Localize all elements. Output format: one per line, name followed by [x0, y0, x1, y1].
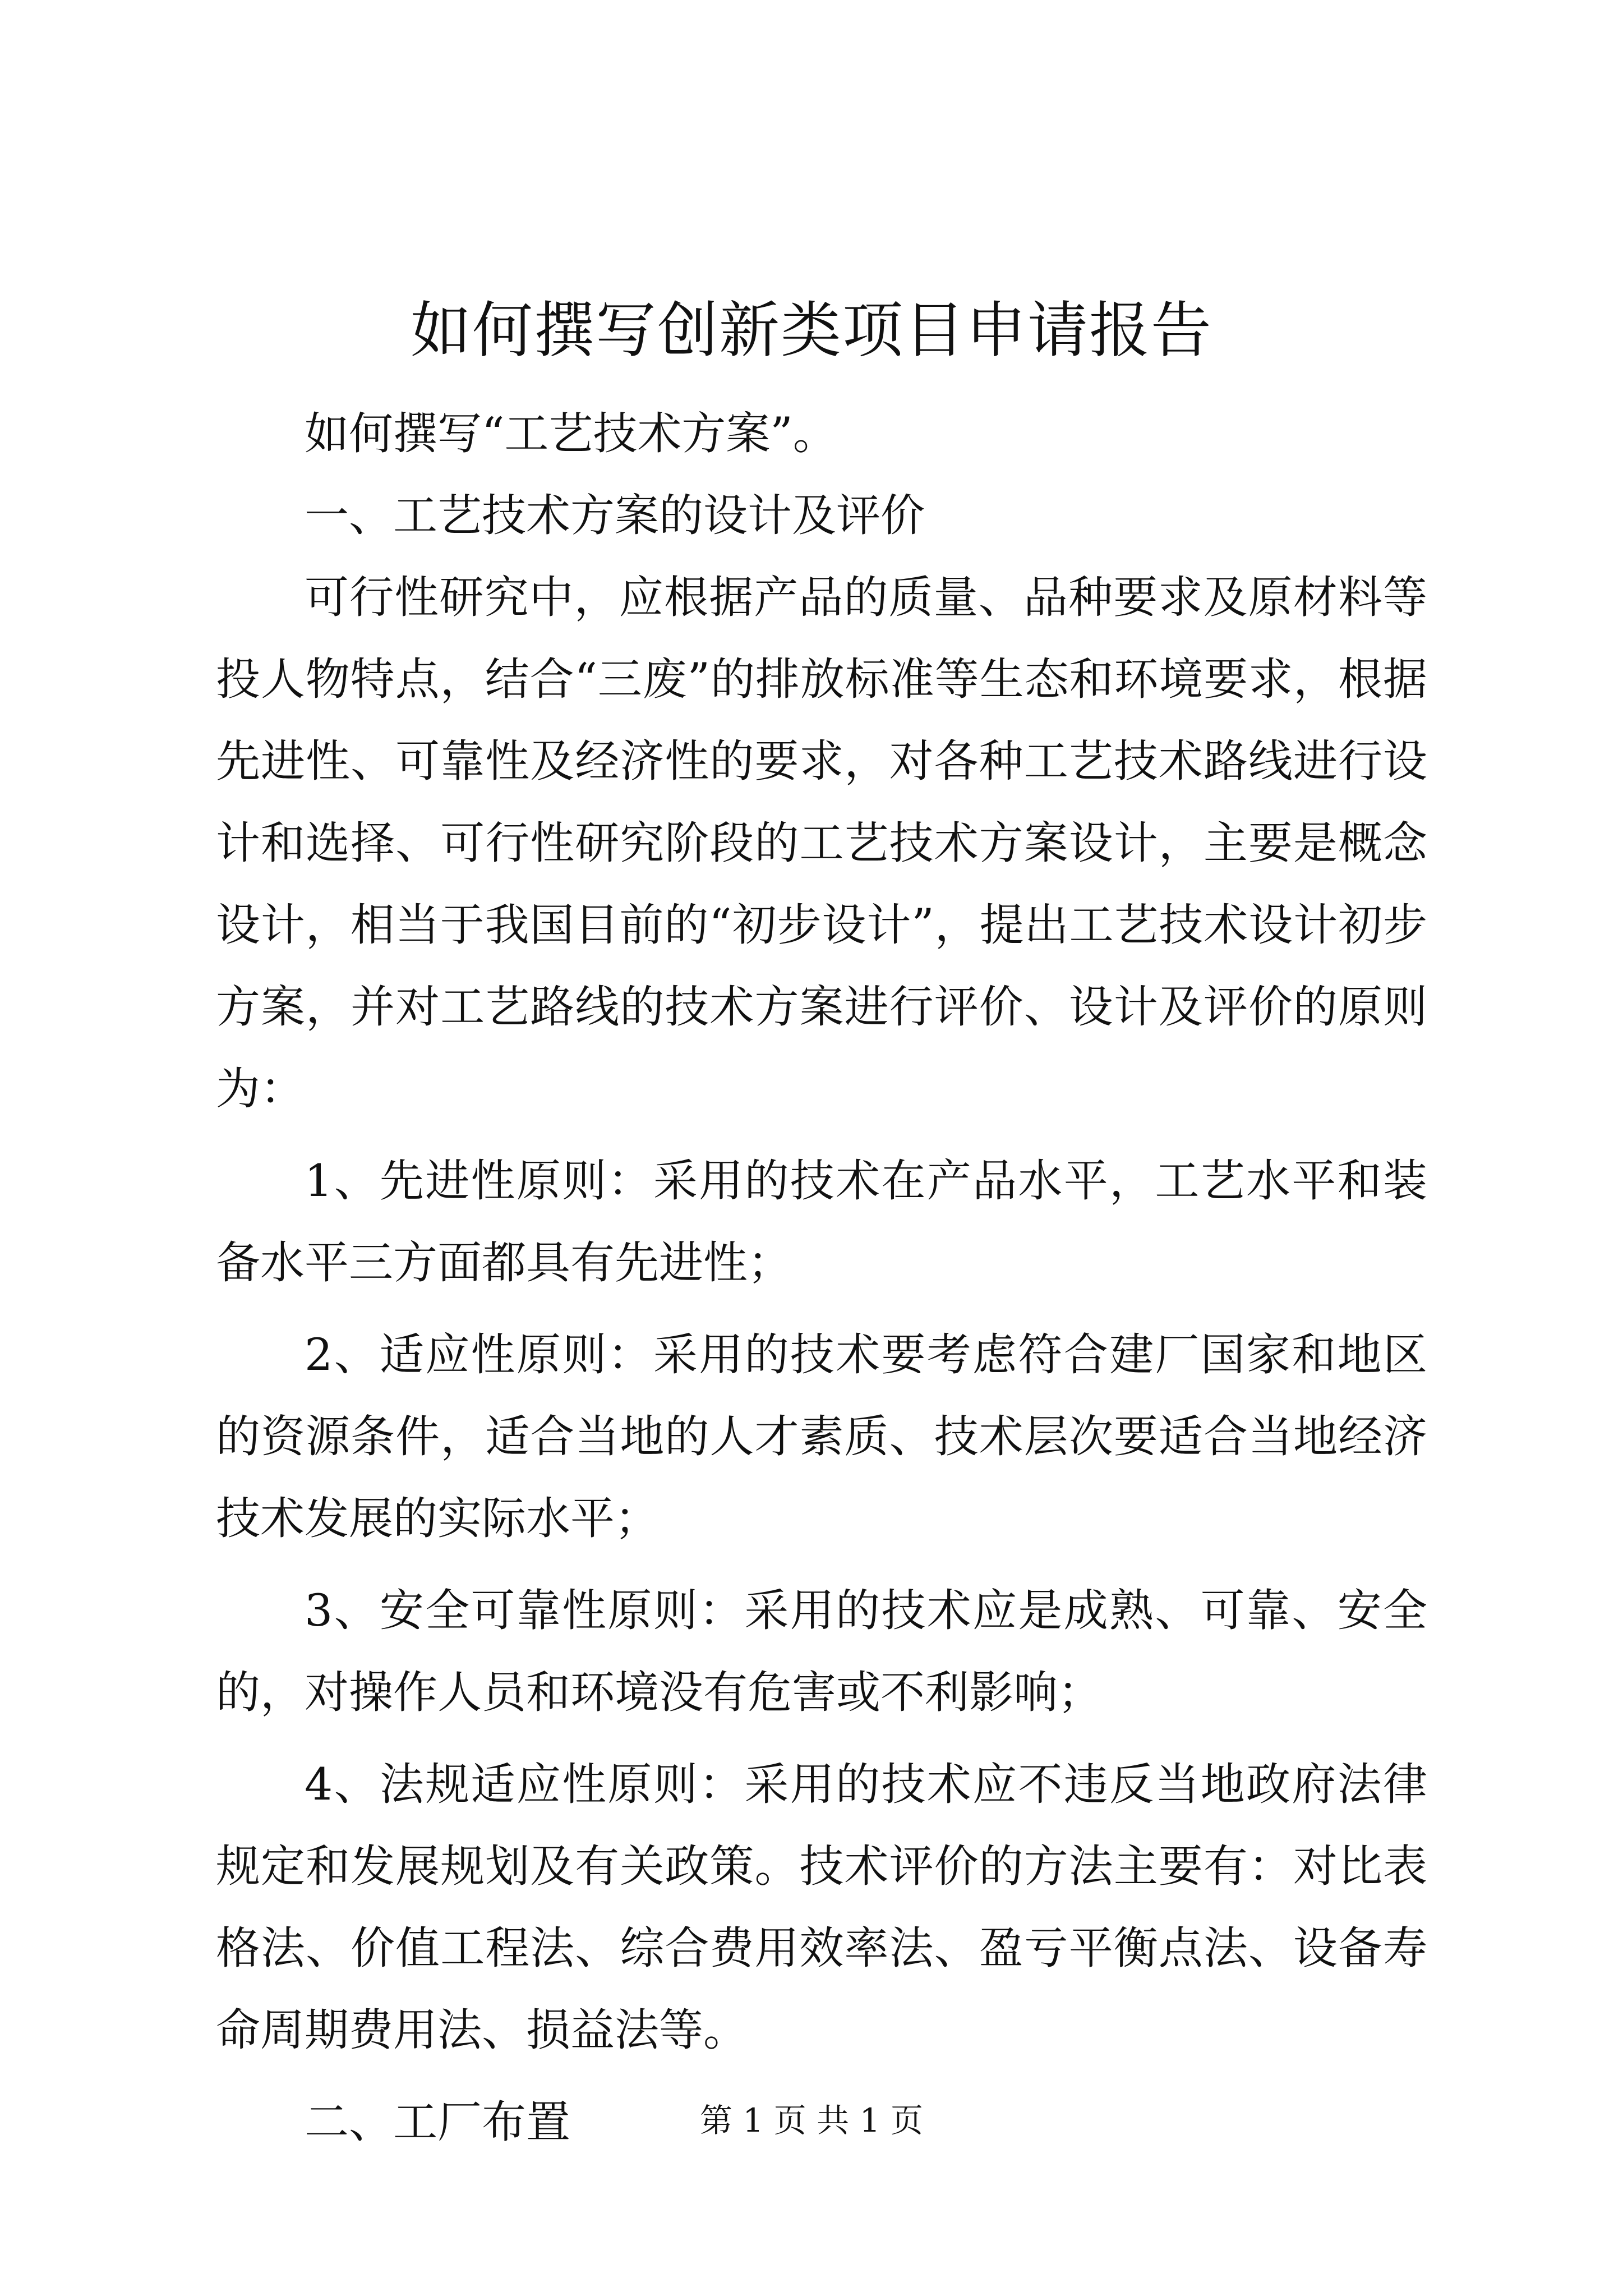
paragraph-principle-1: 1、先进性原则：采用的技术在产品水平，工艺水平和装备水平三方面都具有先进性； — [216, 1155, 1427, 1289]
paragraph-principle-4: 4、法规适应性原则：采用的技术应不违反当地政府法律规定和发展规划及有关政策。技术评价的方法主要有：对比表格法、价值工程法、综合费用效率法、盈亏平衡点法、设备寿命周期费用法、损益法等。 — [216, 1759, 1427, 2056]
document-body — [216, 393, 1427, 2163]
page-footer: 第 1 页 共 1 页 — [700, 2101, 923, 2139]
paragraph-principle-3: 3、安全可靠性原则：采用的技术应是成熟、可靠、安全的，对操作人员和环境没有危害或不利影响； — [216, 1585, 1427, 1718]
paragraph-feasibility: 可行性研究中，应根据产品的质量、品种要求及原材料等投人物特点，结合“三废”的排放标准等生态和环境要求，根据先进性、可靠性及经济性的要求，对各种工艺技术路线进行设计和选择、可行性研究阶段的工艺技术方案设计，主要是概念设计，相当于我国目前的“初步设计”，提出工艺技术设计初步方案，并对工艺路线的技术方案进行评价、设计及评价的原则为： — [216, 572, 1427, 1115]
paragraph-principle-2: 2、适应性原则：采用的技术要考虑符合建厂国家和地区的资源条件，适合当地的人才素质、技术层次要适合当地经济技术发展的实际水平； — [216, 1329, 1427, 1544]
paragraph-intro: 如何撰写“工艺技术方案”。 — [305, 408, 837, 459]
section-heading-1: 一、工艺技术方案的设计及评价 — [305, 490, 925, 541]
section-heading-2: 二、工厂布置 — [305, 2096, 570, 2148]
document-title: 如何撰写创新类项目申请报告 — [410, 296, 1212, 366]
